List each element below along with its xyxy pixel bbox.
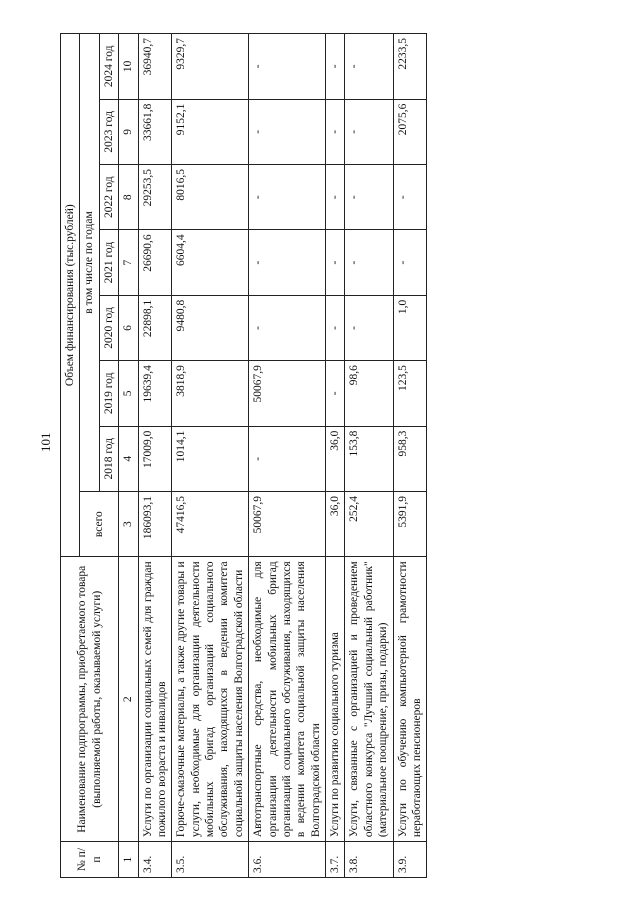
row-name: Горюче-смазочные материалы, а также другие товары и услуги, необходимые для организации деятельности мобильных бригад организаций социального обслуживания, находящихся в ведении комитета социальной защиты населения Волгоградской области xyxy=(172,557,249,842)
row-total: 47416,5 xyxy=(172,491,249,556)
table-row xyxy=(138,34,172,878)
header-total: всего xyxy=(80,491,119,556)
header-year: 2022 год xyxy=(99,165,118,230)
row-year-value: 958,3 xyxy=(393,426,427,491)
row-total: 5391,9 xyxy=(393,491,427,556)
row-year-value: 29253,5 xyxy=(138,165,172,230)
row-total: 186093,1 xyxy=(138,491,172,556)
row-year-value: 8016,5 xyxy=(172,165,249,230)
row-total: 252,4 xyxy=(345,491,393,556)
row-year-value: 153,8 xyxy=(345,426,393,491)
row-year-value: 26690,6 xyxy=(138,230,172,295)
row-year-value: - xyxy=(326,99,345,164)
row-year-value: 1014,1 xyxy=(172,426,249,491)
row-year-value: 50067,9 xyxy=(249,361,326,426)
row-year-value: 19639,4 xyxy=(138,361,172,426)
col-number: 1 xyxy=(119,842,138,878)
row-year-value: - xyxy=(345,295,393,360)
row-year-value: - xyxy=(393,230,427,295)
row-year-value: - xyxy=(249,426,326,491)
col-number: 3 xyxy=(119,491,138,556)
row-year-value: 6604,4 xyxy=(172,230,249,295)
row-number: 3.9. xyxy=(393,842,427,878)
rotated-table-container xyxy=(60,33,565,878)
row-year-value: 98,6 xyxy=(345,361,393,426)
header-num: № п/п xyxy=(61,842,119,878)
row-year-value: 9480,8 xyxy=(172,295,249,360)
table-row xyxy=(249,34,326,878)
header-financing: Объем финансирования (тыс.рублей) xyxy=(61,34,80,557)
row-number: 3.5. xyxy=(172,842,249,878)
row-year-value: 123,5 xyxy=(393,361,427,426)
header-name: Наименование подпрограммы, приобретаемого товара (выполняемой работы, оказываемой услуги) xyxy=(61,557,119,842)
financing-table xyxy=(60,33,427,878)
row-name: Услуги по организации социальных семей для граждан пожилого возраста и инвалидов xyxy=(138,557,172,842)
header-by-years: в том числе по годам xyxy=(80,34,99,492)
table-row xyxy=(326,34,345,878)
header-year: 2020 год xyxy=(99,295,118,360)
row-year-value: - xyxy=(345,99,393,164)
header-year: 2021 год xyxy=(99,230,118,295)
row-name: Автотранспортные средства, необходимые для организации деятельности мобильных бригад организаций социального обслуживания, находящихся в ведении комитета социальной защиты населения Волгоградской области xyxy=(249,557,326,842)
row-total: 36,0 xyxy=(326,491,345,556)
col-number: 9 xyxy=(119,99,138,164)
table-row xyxy=(172,34,249,878)
row-year-value: 2233,5 xyxy=(393,34,427,100)
row-year-value: 9329,7 xyxy=(172,34,249,100)
header-year: 2024 год xyxy=(99,34,118,100)
row-year-value: 22898,1 xyxy=(138,295,172,360)
row-year-value: - xyxy=(326,295,345,360)
row-number: 3.8. xyxy=(345,842,393,878)
row-total: 50067,9 xyxy=(249,491,326,556)
header-year: 2019 год xyxy=(99,361,118,426)
row-year-value: - xyxy=(345,34,393,100)
row-year-value: 2075,6 xyxy=(393,99,427,164)
col-number: 2 xyxy=(119,557,138,842)
row-year-value: - xyxy=(249,165,326,230)
col-number: 8 xyxy=(119,165,138,230)
row-year-value: - xyxy=(345,230,393,295)
row-year-value: - xyxy=(393,165,427,230)
col-number: 7 xyxy=(119,230,138,295)
row-name: Услуги, связанные с организацией и проведением областного конкурса "Лучший социальный работник" (материальное поощрение, призы, подарки) xyxy=(345,557,393,842)
row-number: 3.6. xyxy=(249,842,326,878)
row-year-value: - xyxy=(249,99,326,164)
row-year-value: 36940,7 xyxy=(138,34,172,100)
row-year-value: 9152,1 xyxy=(172,99,249,164)
row-number: 3.7. xyxy=(326,842,345,878)
col-number: 10 xyxy=(119,34,138,100)
row-number: 3.4. xyxy=(138,842,172,878)
row-name: Услуги по развитию социального туризма xyxy=(326,557,345,842)
row-year-value: - xyxy=(249,34,326,100)
table-row xyxy=(393,34,427,878)
row-year-value: - xyxy=(326,230,345,295)
row-year-value: - xyxy=(345,165,393,230)
table-row xyxy=(345,34,393,878)
table-body xyxy=(138,34,427,878)
row-year-value: - xyxy=(249,295,326,360)
col-number: 4 xyxy=(119,426,138,491)
header-year: 2018 год xyxy=(99,426,118,491)
row-year-value: 3818,9 xyxy=(172,361,249,426)
row-year-value: - xyxy=(249,230,326,295)
row-year-value: 33661,8 xyxy=(138,99,172,164)
row-year-value: - xyxy=(326,34,345,100)
col-number: 5 xyxy=(119,361,138,426)
col-number: 6 xyxy=(119,295,138,360)
row-year-value: - xyxy=(326,165,345,230)
row-year-value: 36,0 xyxy=(326,426,345,491)
page-number: 101 xyxy=(38,432,53,452)
row-name: Услуги по обучению компьютерной грамотности неработающих пенсионеров xyxy=(393,557,427,842)
row-year-value: - xyxy=(326,361,345,426)
row-year-value: 1,0 xyxy=(393,295,427,360)
header-year: 2023 год xyxy=(99,99,118,164)
row-year-value: 17009,0 xyxy=(138,426,172,491)
